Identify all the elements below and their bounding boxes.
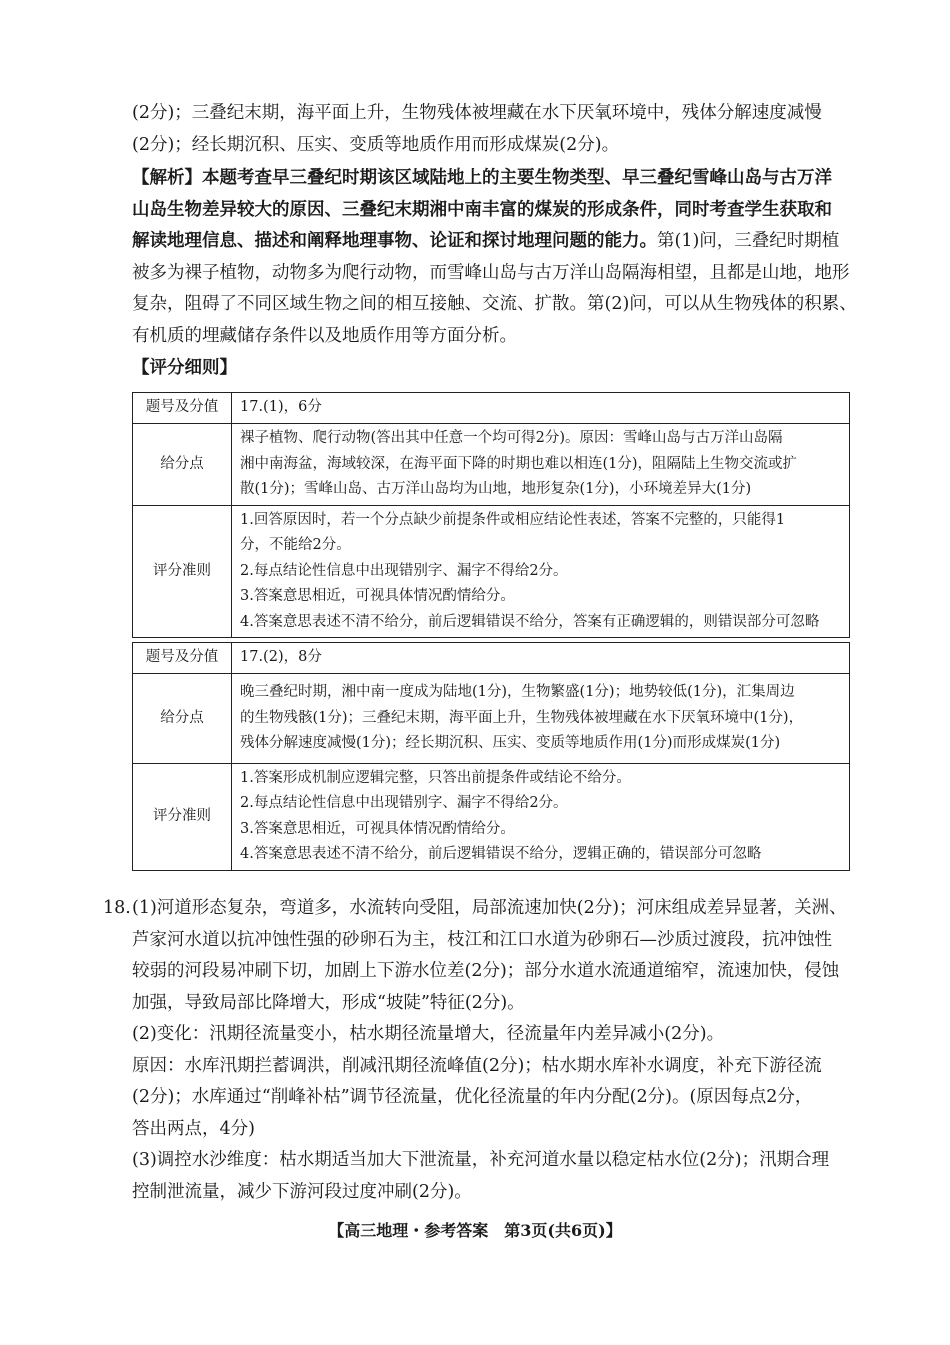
q18-line: 原因：水库汛期拦蓄调洪，削减汛期径流峰值(2分)；枯水期水库补水调度，补充下游径流 <box>132 1055 822 1076</box>
t2-criteria-line: 2.每点结论性信息中出现错别字、漏字不得给2分。 <box>240 795 568 811</box>
t1-points-key: 给分点 <box>133 424 232 506</box>
top-answer-line: (2分)；三叠纪末期，海平面上升，生物残体被埋藏在水下厌氧环境中，残体分解速度减慢 <box>132 103 822 123</box>
t1-criteria-key: 评分准则 <box>133 505 232 638</box>
analysis-line: 复杂，阻碍了不同区域生物之间的相互接触、交流、扩散。第(2)问，可以从生物残体的积累、 <box>132 294 857 314</box>
t1-criteria <box>232 505 850 638</box>
analysis-line-rest: 第(1)问，三叠纪时期植 <box>657 231 840 251</box>
top-answer-line: (2分)；经长期沉积、压实、变质等地质作用而形成煤炭(2分)。 <box>132 134 620 155</box>
t1-criteria-line: 4.答案意思表述不清不给分，前后逻辑错误不给分，答案有正确逻辑的，则错误部分可忽略 <box>240 613 820 630</box>
t1-criteria-line: 分，不能给2分。 <box>240 537 351 553</box>
analysis-line: 山岛生物差异较大的原因、三叠纪末期湘中南丰富的煤炭的形成条件，同时考查学生获取和 <box>132 199 832 220</box>
t1-points-line: 湘中南海盆，海域较深，在海平面下降的时期也难以相连(1分)，阻隔陆上生物交流或扩 <box>240 455 798 472</box>
t1-points-line: 裸子植物、爬行动物(答出其中任意一个均可得2分)。原因：雪峰山岛与古万洋山岛隔 <box>240 430 783 446</box>
t1-header-key: 题号及分值 <box>133 393 232 424</box>
t2-header-key: 题号及分值 <box>133 643 232 674</box>
q18-line: 芦家河水道以抗冲蚀性强的砂卵石为主，枝江和江口水道为砂卵石—沙质过渡段，抗冲蚀性 <box>132 929 832 950</box>
t1-points-line: 散(1分)；雪峰山岛、古万洋山岛均为山地，地形复杂(1分)，小环境差异大(1分) <box>240 481 752 497</box>
t1-criteria-line: 1.回答原因时，若一个分点缺少前提条件或相应结论性表述，答案不完整的，只能得1 <box>240 511 786 528</box>
q18-line: 答出两点，4分) <box>132 1118 255 1139</box>
top-answer <box>132 98 854 161</box>
analysis-line: 【解析】本题考查早三叠纪时期该区域陆地上的主要生物类型、早三叠纪雪峰山岛与古万洋 <box>132 168 832 188</box>
analysis-line: 有机质的埋藏储存条件以及地质作用等方面分析。 <box>132 325 517 346</box>
q18-line: (2分)；水库通过“削峰补枯”调节径流量，优化径流量的年内分配(2分)。(原因每点2分， <box>132 1087 813 1107</box>
analysis-block <box>132 163 857 352</box>
q18-line: (2)变化：汛期径流量变小，枯水期径流量增大，径流量年内差异减小(2分)。 <box>132 1024 725 1044</box>
rubric-title: 【评分细则】 <box>132 358 237 378</box>
rubric-table <box>132 392 850 871</box>
page-footer: 【高三地理・参考答案 第3页(共6页)】 <box>328 1221 622 1240</box>
analysis-line: 被多为裸子植物，动物多为爬行动物，而雪峰山岛与古万洋山岛隔海相望，且都是山地，地形 <box>132 262 850 283</box>
t2-points <box>232 674 850 764</box>
t2-criteria-key: 评分准则 <box>133 763 232 870</box>
q18-number: 18. <box>103 898 131 918</box>
q18-line: (1)河道形态复杂，弯道多，水流转向受阻，局部流速加快(2分)；河床组成差异显著，关洲、 <box>132 898 847 918</box>
t2-points-line: 残体分解速度减慢(1分)；经长期沉积、压实、变质等地质作用(1分)而形成煤炭(1分) <box>240 735 781 751</box>
t2-criteria <box>232 763 850 870</box>
t2-points-line: 的生物残骸(1分)；三叠纪末期，海平面上升，生物残体被埋藏在水下厌氧环境中(1分)， <box>240 709 804 726</box>
t2-criteria-line: 3.答案意思相近，可视具体情况酌情给分。 <box>240 820 515 837</box>
t2-criteria-line: 4.答案意思表述不清不给分，前后逻辑错误不给分，逻辑正确的，错误部分可忽略 <box>240 846 762 862</box>
q18-answer <box>132 893 854 1208</box>
q18-line: (3)调控水沙维度：枯水期适当加大下泄流量，补充河道水量以稳定枯水位(2分)；汛期合理 <box>132 1150 830 1170</box>
t2-points-key: 给分点 <box>133 674 232 764</box>
t2-criteria-line: 1.答案形成机制应逻辑完整，只答出前提条件或结论不给分。 <box>240 769 631 786</box>
t1-criteria-line: 2.每点结论性信息中出现错别字、漏字不得给2分。 <box>240 562 568 579</box>
t1-header-value: 17.(1)，6分 <box>232 393 850 424</box>
t2-header-value: 17.(2)，8分 <box>232 643 850 674</box>
analysis-line: 解读地理信息、描述和阐释地理事物、论证和探讨地理问题的能力。 <box>132 231 657 251</box>
t1-points <box>232 424 850 506</box>
t2-points-line: 晚三叠纪时期，湘中南一度成为陆地(1分)，生物繁盛(1分)；地势较低(1分)，汇集周边 <box>240 684 795 700</box>
q18-line: 较弱的河段易冲刷下切，加剧上下游水位差(2分)；部分水道水流通道缩窄，流速加快，侵蚀 <box>132 961 840 981</box>
t1-criteria-line: 3.答案意思相近，可视具体情况酌情给分。 <box>240 588 515 604</box>
q18-line: 加强，导致局部比降增大，形成“坡陡”特征(2分)。 <box>132 992 525 1013</box>
q18-line: 控制泄流量，减少下游河段过度冲刷(2分)。 <box>132 1181 472 1202</box>
